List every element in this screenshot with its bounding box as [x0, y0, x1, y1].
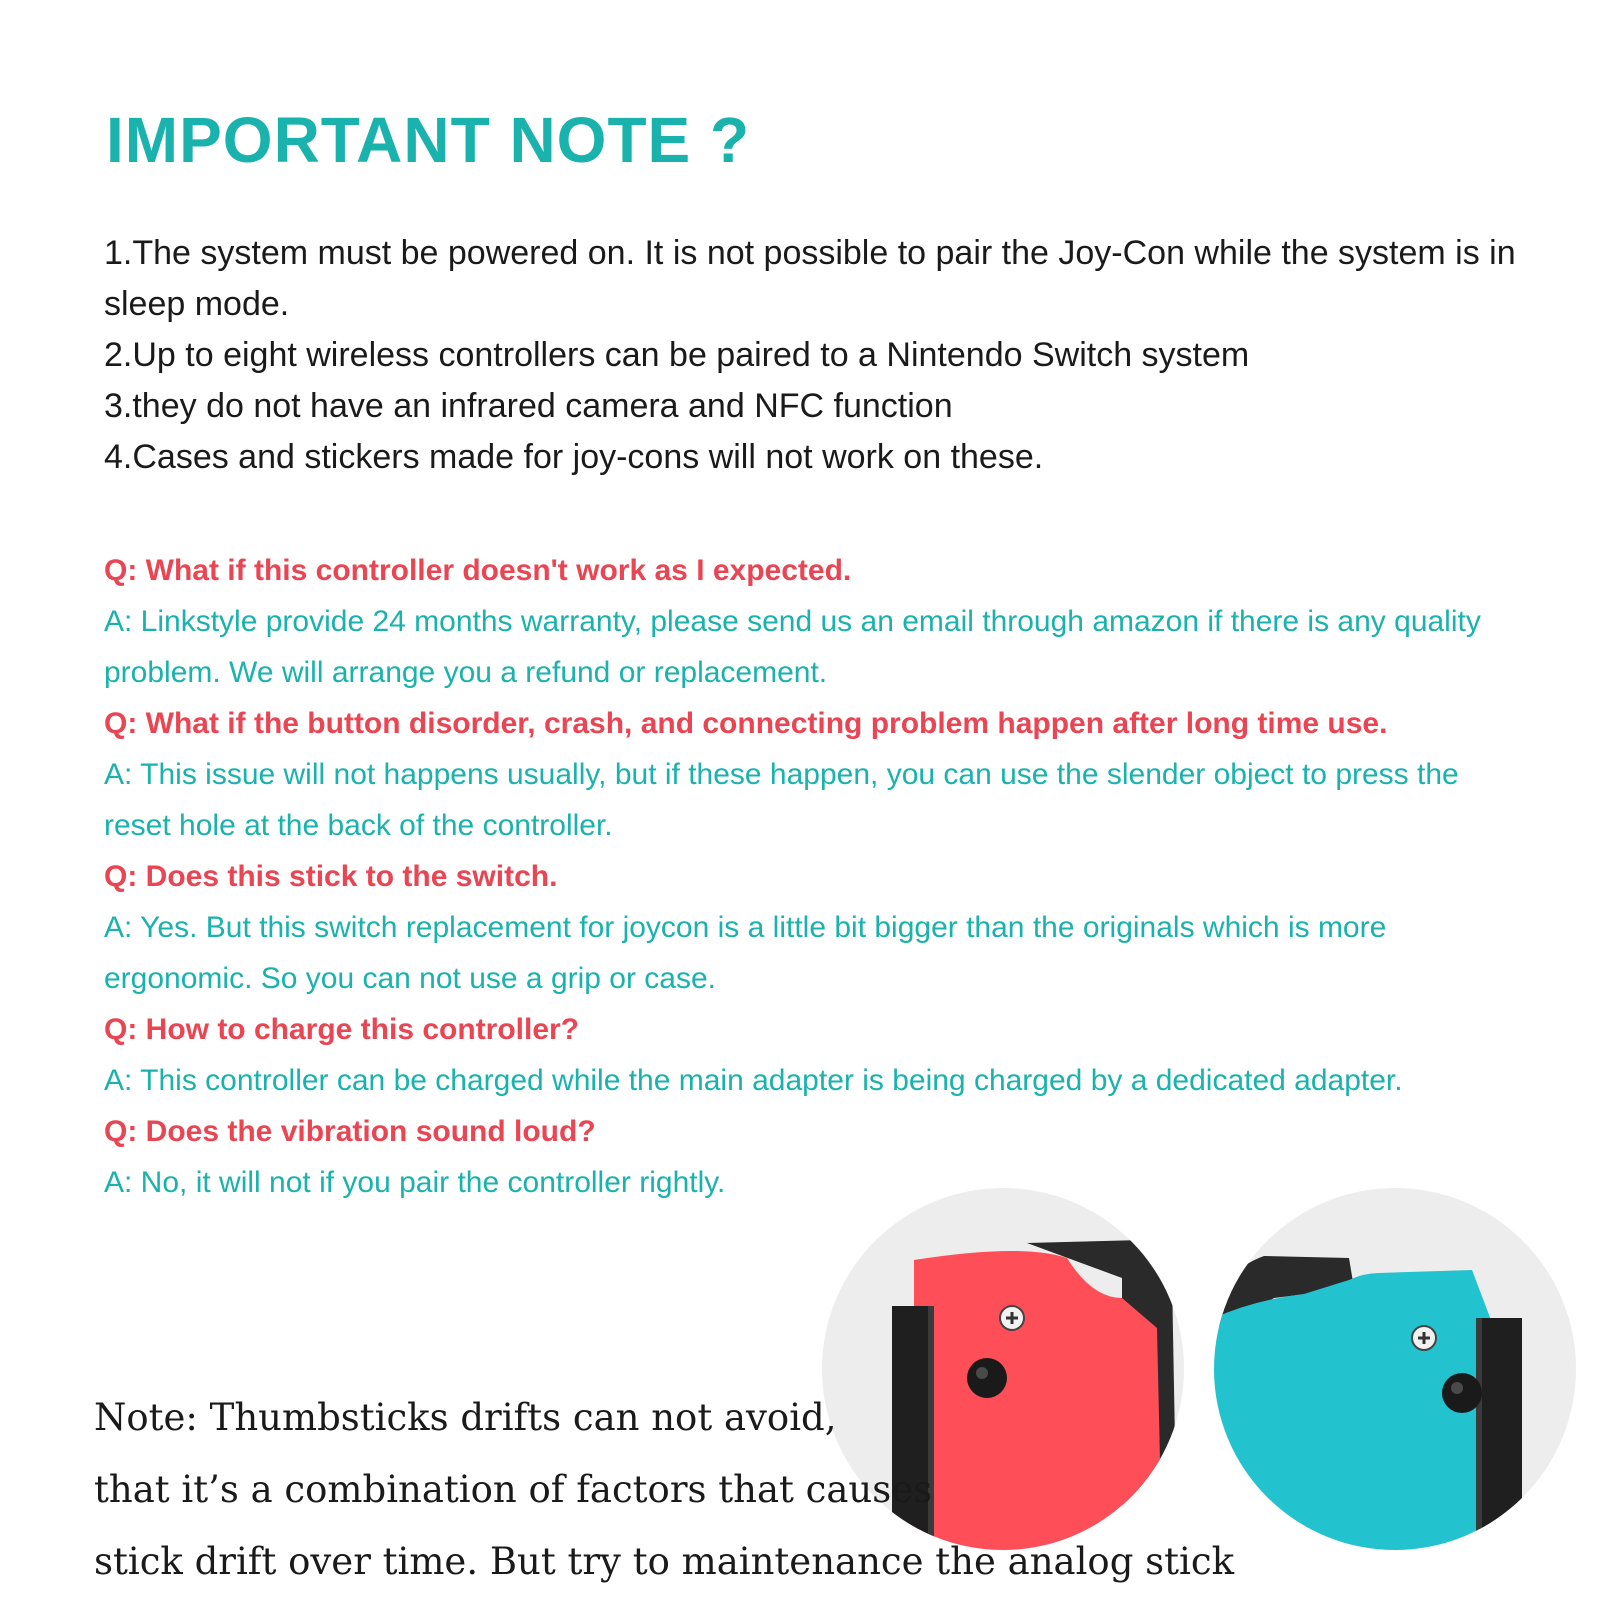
faq-section: [104, 545, 1504, 1208]
note-line-1: Note: Thumbsticks drifts can not avoid,: [94, 1396, 837, 1439]
faq-question-5: Q: Does the vibration sound loud?: [104, 1115, 596, 1148]
faq-answer-1: A: Linkstyle provide 24 months warranty, please send us an email through amazon if there is any quality problem. We will arrange you a refund or replacement.: [104, 605, 1481, 689]
sync-button-shape: [1442, 1373, 1482, 1413]
note-item-4: 4.Cases and stickers made for joy-cons will not work on these.: [104, 438, 1044, 476]
note-item-2: 2.Up to eight wireless controllers can be paired to a Nintendo Switch system: [104, 336, 1250, 374]
faq-question-1: Q: What if this controller doesn't work as I expected.: [104, 554, 852, 587]
important-notes-list: [104, 228, 1524, 483]
faq-answer-5: A: No, it will not if you pair the controller rightly.: [104, 1166, 726, 1199]
faq-answer-4: A: This controller can be charged while the main adapter is being charged by a dedicated adapter.: [104, 1064, 1403, 1097]
faq-answer-2: A: This issue will not happens usually, but if these happen, you can use the slender object to press the reset hole at the back of the controller.: [104, 758, 1459, 842]
note-line-3: stick drift over time. But try to maintenance the analog stick: [94, 1540, 1234, 1583]
faq-question-4: Q: How to charge this controller?: [104, 1013, 580, 1046]
side-rail-shape: [1482, 1318, 1522, 1550]
faq-question-3: Q: Does this stick to the switch.: [104, 860, 558, 893]
faq-answer-3: A: Yes. But this switch replacement for joycon is a little bit bigger than the originals which is more ergonomic. So you can not use a grip or case.: [104, 911, 1387, 995]
faq-question-2: Q: What if the button disorder, crash, and connecting problem happen after long time use.: [104, 707, 1388, 740]
thumbstick-note: [94, 1382, 1274, 1598]
note-item-1: 1.The system must be powered on. It is not possible to pair the Joy-Con while the system is in sleep mode.: [104, 234, 1516, 323]
note-line-2: that it’s a combination of factors that causes: [94, 1468, 933, 1511]
note-item-3: 3.they do not have an infrared camera and NFC function: [104, 387, 953, 425]
page-title: IMPORTANT NOTE ?: [106, 104, 751, 176]
